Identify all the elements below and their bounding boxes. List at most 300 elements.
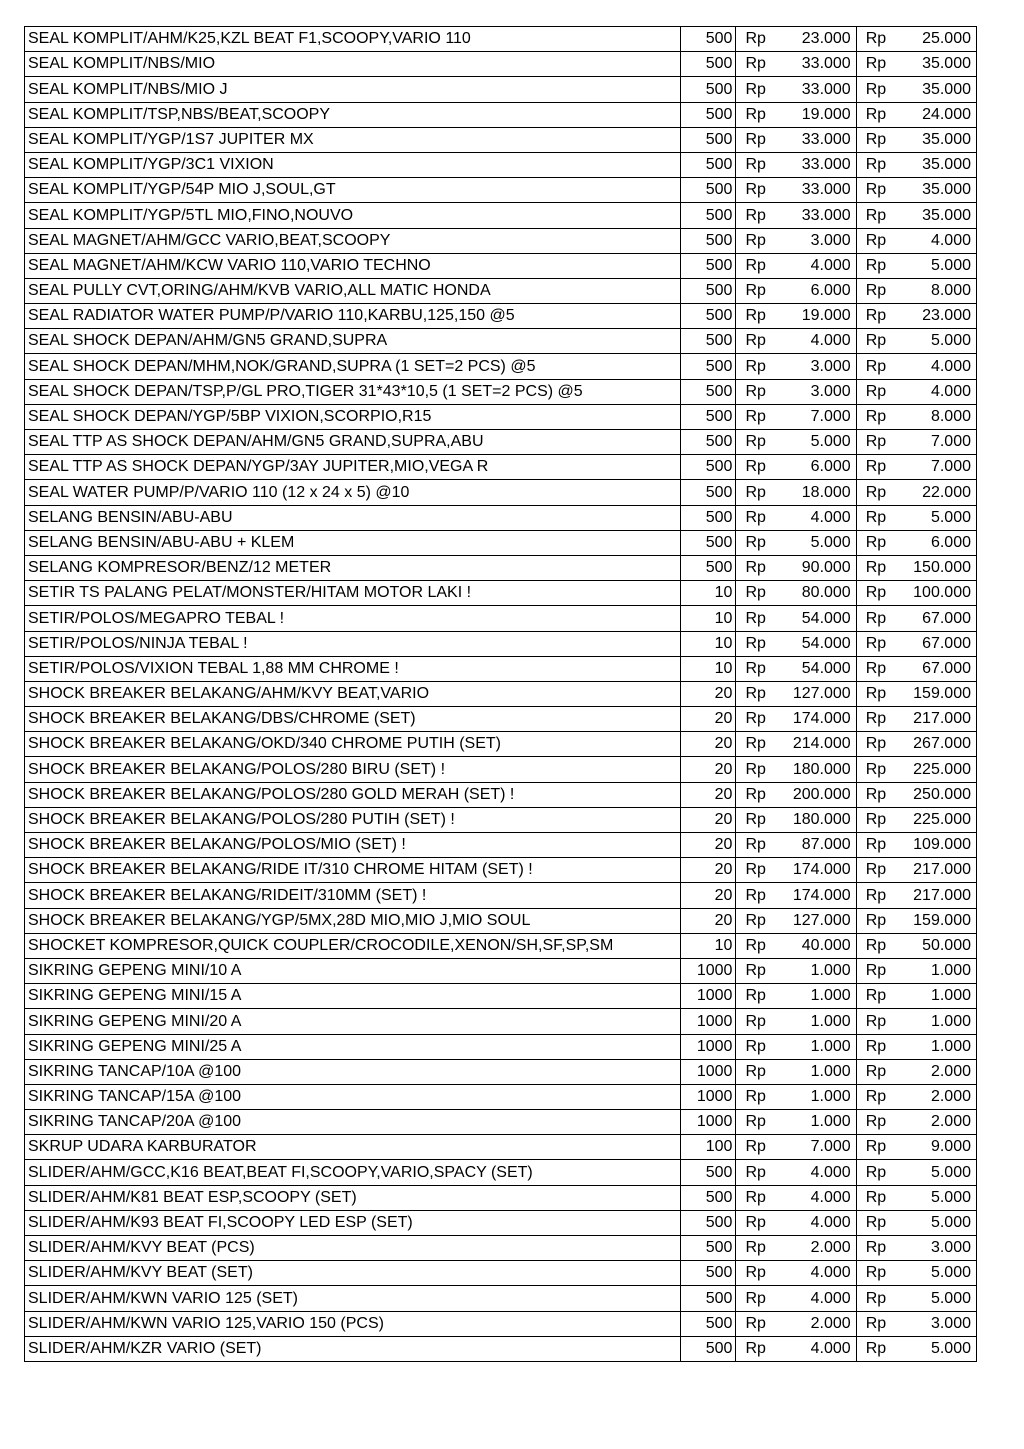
item-qty-cell: 500: [680, 530, 736, 555]
buy-price-value: 54.000: [801, 659, 851, 677]
item-sell-price-cell: [856, 707, 976, 732]
item-name-cell: SHOCK BREAKER BELAKANG/AHM/KVY BEAT,VARIO: [25, 681, 681, 706]
item-qty-cell: 20: [680, 707, 736, 732]
item-buy-price-cell: [736, 304, 856, 329]
item-name-cell: SEAL RADIATOR WATER PUMP/P/VARIO 110,KARBU,125,150 @5: [25, 304, 681, 329]
buy-price-value: 214.000: [792, 735, 851, 753]
item-name-cell: SLIDER/AHM/K93 BEAT FI,SCOOPY LED ESP (SET): [25, 1210, 681, 1235]
item-qty-cell: 500: [680, 1311, 736, 1336]
sell-price-value: 1.000: [930, 1012, 971, 1030]
item-qty-cell: 500: [680, 203, 736, 228]
buy-currency-label: Rp: [745, 1163, 766, 1181]
table-row: [25, 707, 977, 732]
sell-currency-label: Rp: [865, 231, 887, 249]
item-qty-cell: 500: [680, 1261, 736, 1286]
item-sell-price-cell: [856, 1135, 976, 1160]
buy-currency-label: Rp: [745, 785, 766, 803]
table-row: [25, 1236, 977, 1261]
sell-currency-label: Rp: [865, 483, 887, 501]
buy-price-value: 180.000: [792, 760, 851, 778]
sell-currency-label: Rp: [865, 1113, 887, 1131]
item-name-cell: SEAL KOMPLIT/NBS/MIO: [25, 52, 681, 77]
item-buy-price-cell: [736, 908, 856, 933]
item-qty-cell: 500: [680, 152, 736, 177]
item-sell-price-cell: [856, 1261, 976, 1286]
buy-price-value: 174.000: [792, 886, 851, 904]
buy-price-value: 33.000: [801, 130, 851, 148]
item-buy-price-cell: [736, 606, 856, 631]
sell-currency-label: Rp: [865, 936, 887, 954]
table-row: [25, 1185, 977, 1210]
sell-price-value: 217.000: [913, 861, 971, 879]
table-row: [25, 1261, 977, 1286]
sell-price-value: 35.000: [922, 55, 971, 73]
buy-price-value: 174.000: [792, 710, 851, 728]
sell-currency-label: Rp: [865, 181, 887, 199]
item-name-cell: SLIDER/AHM/KVY BEAT (SET): [25, 1261, 681, 1286]
item-sell-price-cell: [856, 958, 976, 983]
buy-price-value: 33.000: [801, 206, 851, 224]
item-qty-cell: 500: [680, 278, 736, 303]
item-name-cell: SEAL SHOCK DEPAN/YGP/5BP VIXION,SCORPIO,R15: [25, 404, 681, 429]
buy-price-value: 33.000: [801, 80, 851, 98]
sell-price-value: 4.000: [930, 231, 971, 249]
item-buy-price-cell: [736, 52, 856, 77]
item-buy-price-cell: [736, 782, 856, 807]
buy-price-value: 33.000: [801, 181, 851, 199]
item-name-cell: SKRUP UDARA KARBURATOR: [25, 1135, 681, 1160]
sell-price-value: 8.000: [930, 408, 971, 425]
buy-currency-label: Rp: [745, 1289, 766, 1307]
sell-price-value: 67.000: [922, 659, 971, 677]
sell-price-value: 250.000: [913, 785, 971, 803]
sell-currency-label: Rp: [865, 332, 887, 350]
sell-currency-label: Rp: [865, 836, 887, 854]
table-row: [25, 304, 977, 329]
buy-price-value: 4.000: [810, 1264, 851, 1282]
sell-price-value: 4.000: [930, 357, 971, 375]
table-row: [25, 127, 977, 152]
item-sell-price-cell: [856, 1210, 976, 1235]
sell-currency-label: Rp: [865, 811, 887, 828]
table-row: [25, 1059, 977, 1084]
item-name-cell: SEAL MAGNET/AHM/KCW VARIO 110,VARIO TECHNO: [25, 253, 681, 278]
table-row: [25, 253, 977, 278]
item-sell-price-cell: [856, 1185, 976, 1210]
item-sell-price-cell: [856, 27, 976, 52]
table-row: [25, 1210, 977, 1235]
item-qty-cell: 500: [680, 304, 736, 329]
item-qty-cell: 500: [680, 102, 736, 127]
buy-currency-label: Rp: [745, 357, 766, 375]
sell-price-value: 3.000: [930, 1314, 971, 1332]
item-buy-price-cell: [736, 379, 856, 404]
sell-price-value: 5.000: [930, 1163, 971, 1181]
item-sell-price-cell: [856, 782, 976, 807]
item-qty-cell: 500: [680, 480, 736, 505]
item-buy-price-cell: [736, 1059, 856, 1084]
table-row: [25, 379, 977, 404]
buy-price-value: 33.000: [801, 156, 851, 174]
buy-price-value: 1.000: [810, 1113, 851, 1131]
buy-currency-label: Rp: [745, 760, 766, 778]
item-sell-price-cell: [856, 858, 976, 883]
table-row: [25, 228, 977, 253]
item-buy-price-cell: [736, 480, 856, 505]
buy-currency-label: Rp: [745, 1037, 766, 1055]
item-buy-price-cell: [736, 707, 856, 732]
sell-price-value: 2.000: [930, 1062, 971, 1080]
item-name-cell: SHOCK BREAKER BELAKANG/POLOS/MIO (SET) !: [25, 833, 681, 858]
buy-currency-label: Rp: [745, 659, 766, 677]
buy-price-value: 23.000: [801, 30, 851, 48]
buy-price-value: 5.000: [810, 533, 851, 551]
sell-currency-label: Rp: [865, 1314, 887, 1332]
sell-currency-label: Rp: [865, 80, 887, 98]
table-row: [25, 178, 977, 203]
item-buy-price-cell: [736, 430, 856, 455]
item-name-cell: SHOCK BREAKER BELAKANG/RIDE IT/310 CHROME HITAM (SET) !: [25, 858, 681, 883]
sell-price-value: 1.000: [930, 1037, 971, 1055]
sell-currency-label: Rp: [865, 1138, 887, 1156]
buy-currency-label: Rp: [745, 1214, 766, 1231]
item-buy-price-cell: [736, 1336, 856, 1361]
buy-price-value: 2.000: [810, 1314, 851, 1332]
buy-currency-label: Rp: [745, 382, 766, 400]
table-row: [25, 581, 977, 606]
buy-price-value: 80.000: [801, 584, 851, 602]
sell-currency-label: Rp: [865, 105, 887, 123]
buy-currency-label: Rp: [745, 609, 766, 627]
buy-price-value: 90.000: [801, 559, 851, 577]
sell-currency-label: Rp: [865, 130, 887, 148]
buy-price-value: 3.000: [810, 382, 851, 400]
sell-currency-label: Rp: [865, 1037, 887, 1055]
item-sell-price-cell: [856, 379, 976, 404]
item-qty-cell: 500: [680, 127, 736, 152]
buy-price-value: 4.000: [810, 332, 851, 350]
item-buy-price-cell: [736, 127, 856, 152]
buy-price-value: 4.000: [810, 1163, 851, 1181]
item-name-cell: SLIDER/AHM/KZR VARIO (SET): [25, 1336, 681, 1361]
item-name-cell: SIKRING GEPENG MINI/15 A: [25, 984, 681, 1009]
table-row: [25, 958, 977, 983]
buy-price-value: 1.000: [810, 1088, 851, 1106]
item-sell-price-cell: [856, 1336, 976, 1361]
item-qty-cell: 1000: [680, 1009, 736, 1034]
table-row: [25, 1160, 977, 1185]
buy-currency-label: Rp: [745, 458, 766, 476]
buy-currency-label: Rp: [745, 1113, 766, 1131]
table-row: [25, 329, 977, 354]
sell-price-value: 23.000: [922, 307, 971, 325]
sell-currency-label: Rp: [865, 1264, 887, 1282]
item-name-cell: SELANG BENSIN/ABU-ABU + KLEM: [25, 530, 681, 555]
item-buy-price-cell: [736, 27, 856, 52]
item-buy-price-cell: [736, 1084, 856, 1109]
item-sell-price-cell: [856, 732, 976, 757]
sell-price-value: 2.000: [930, 1113, 971, 1131]
table-row: [25, 27, 977, 52]
sell-currency-label: Rp: [865, 886, 887, 904]
buy-price-value: 19.000: [801, 307, 851, 325]
sell-currency-label: Rp: [865, 735, 887, 753]
table-row: [25, 505, 977, 530]
item-buy-price-cell: [736, 354, 856, 379]
item-buy-price-cell: [736, 555, 856, 580]
buy-currency-label: Rp: [745, 936, 766, 954]
item-buy-price-cell: [736, 203, 856, 228]
table-row: [25, 933, 977, 958]
buy-currency-label: Rp: [745, 962, 766, 980]
price-list-sheet: [24, 26, 977, 1362]
buy-currency-label: Rp: [745, 1062, 766, 1080]
sell-price-value: 5.000: [930, 1289, 971, 1307]
item-qty-cell: 500: [680, 228, 736, 253]
item-sell-price-cell: [856, 984, 976, 1009]
item-qty-cell: 500: [680, 1236, 736, 1261]
item-buy-price-cell: [736, 253, 856, 278]
sell-price-value: 24.000: [922, 105, 971, 123]
table-row: [25, 833, 977, 858]
item-name-cell: SEAL KOMPLIT/AHM/K25,KZL BEAT F1,SCOOPY,VARIO 110: [25, 27, 681, 52]
sell-currency-label: Rp: [865, 1339, 887, 1357]
item-qty-cell: 10: [680, 631, 736, 656]
item-sell-price-cell: [856, 1034, 976, 1059]
item-name-cell: SLIDER/AHM/KWN VARIO 125,VARIO 150 (PCS): [25, 1311, 681, 1336]
item-sell-price-cell: [856, 631, 976, 656]
buy-currency-label: Rp: [745, 1012, 766, 1030]
sell-price-value: 109.000: [913, 836, 971, 854]
sell-currency-label: Rp: [865, 1088, 887, 1106]
item-buy-price-cell: [736, 833, 856, 858]
buy-currency-label: Rp: [745, 634, 766, 652]
buy-currency-label: Rp: [745, 231, 766, 249]
buy-price-value: 2.000: [810, 1239, 851, 1257]
item-name-cell: SEAL MAGNET/AHM/GCC VARIO,BEAT,SCOOPY: [25, 228, 681, 253]
item-name-cell: SHOCK BREAKER BELAKANG/OKD/340 CHROME PUTIH (SET): [25, 732, 681, 757]
item-qty-cell: 10: [680, 656, 736, 681]
item-name-cell: SIKRING TANCAP/15A @100: [25, 1084, 681, 1109]
sell-currency-label: Rp: [865, 30, 887, 48]
sell-currency-label: Rp: [865, 282, 887, 300]
table-row: [25, 606, 977, 631]
item-buy-price-cell: [736, 1286, 856, 1311]
item-qty-cell: 20: [680, 732, 736, 757]
item-sell-price-cell: [856, 152, 976, 177]
item-buy-price-cell: [736, 1185, 856, 1210]
sell-currency-label: Rp: [865, 987, 887, 1005]
item-sell-price-cell: [856, 656, 976, 681]
sell-price-value: 7.000: [930, 433, 971, 451]
price-table: [24, 26, 977, 1362]
item-buy-price-cell: [736, 1034, 856, 1059]
price-table-body: [25, 27, 977, 1362]
sell-price-value: 267.000: [913, 735, 971, 753]
buy-currency-label: Rp: [745, 282, 766, 300]
sell-currency-label: Rp: [865, 584, 887, 602]
sell-currency-label: Rp: [865, 408, 887, 425]
item-sell-price-cell: [856, 1160, 976, 1185]
item-qty-cell: 500: [680, 27, 736, 52]
table-row: [25, 1286, 977, 1311]
sell-price-value: 225.000: [913, 811, 971, 828]
item-qty-cell: 500: [680, 329, 736, 354]
item-sell-price-cell: [856, 1236, 976, 1261]
buy-currency-label: Rp: [745, 911, 766, 929]
sell-currency-label: Rp: [865, 357, 887, 375]
item-qty-cell: 1000: [680, 1034, 736, 1059]
item-qty-cell: 1000: [680, 1084, 736, 1109]
item-sell-price-cell: [856, 278, 976, 303]
buy-price-value: 7.000: [810, 408, 851, 425]
buy-price-value: 4.000: [810, 508, 851, 526]
buy-currency-label: Rp: [745, 105, 766, 123]
item-sell-price-cell: [856, 253, 976, 278]
buy-currency-label: Rp: [745, 1339, 766, 1357]
buy-price-value: 127.000: [792, 685, 851, 703]
sell-currency-label: Rp: [865, 1012, 887, 1030]
item-buy-price-cell: [736, 656, 856, 681]
table-row: [25, 530, 977, 555]
item-qty-cell: 20: [680, 883, 736, 908]
item-sell-price-cell: [856, 77, 976, 102]
sell-currency-label: Rp: [865, 634, 887, 652]
item-sell-price-cell: [856, 1084, 976, 1109]
item-buy-price-cell: [736, 1110, 856, 1135]
item-buy-price-cell: [736, 681, 856, 706]
buy-price-value: 54.000: [801, 634, 851, 652]
sell-price-value: 35.000: [922, 130, 971, 148]
item-sell-price-cell: [856, 1009, 976, 1034]
item-sell-price-cell: [856, 883, 976, 908]
item-qty-cell: 10: [680, 581, 736, 606]
sell-price-value: 22.000: [922, 483, 971, 501]
sell-currency-label: Rp: [865, 609, 887, 627]
item-sell-price-cell: [856, 455, 976, 480]
buy-currency-label: Rp: [745, 332, 766, 350]
item-sell-price-cell: [856, 203, 976, 228]
item-name-cell: SHOCK BREAKER BELAKANG/POLOS/280 GOLD MERAH (SET) !: [25, 782, 681, 807]
table-row: [25, 152, 977, 177]
sell-currency-label: Rp: [865, 1239, 887, 1257]
item-qty-cell: 500: [680, 379, 736, 404]
sell-price-value: 50.000: [922, 936, 971, 954]
buy-currency-label: Rp: [745, 533, 766, 551]
sell-currency-label: Rp: [865, 206, 887, 224]
item-sell-price-cell: [856, 102, 976, 127]
sell-price-value: 159.000: [913, 685, 971, 703]
table-row: [25, 102, 977, 127]
buy-price-value: 127.000: [792, 911, 851, 929]
buy-currency-label: Rp: [745, 1088, 766, 1106]
sell-currency-label: Rp: [865, 382, 887, 400]
item-name-cell: SLIDER/AHM/GCC,K16 BEAT,BEAT FI,SCOOPY,VARIO,SPACY (SET): [25, 1160, 681, 1185]
item-name-cell: SHOCK BREAKER BELAKANG/YGP/5MX,28D MIO,MIO J,MIO SOUL: [25, 908, 681, 933]
buy-price-value: 87.000: [801, 836, 851, 854]
item-sell-price-cell: [856, 807, 976, 832]
buy-price-value: 19.000: [801, 105, 851, 123]
item-sell-price-cell: [856, 505, 976, 530]
buy-currency-label: Rp: [745, 55, 766, 73]
table-row: [25, 807, 977, 832]
item-buy-price-cell: [736, 329, 856, 354]
sell-currency-label: Rp: [865, 156, 887, 174]
item-sell-price-cell: [856, 833, 976, 858]
item-name-cell: SIKRING TANCAP/20A @100: [25, 1110, 681, 1135]
buy-currency-label: Rp: [745, 483, 766, 501]
table-row: [25, 1084, 977, 1109]
buy-currency-label: Rp: [745, 1314, 766, 1332]
sell-price-value: 35.000: [922, 156, 971, 174]
sell-price-value: 5.000: [930, 508, 971, 526]
buy-price-value: 200.000: [792, 785, 851, 803]
item-sell-price-cell: [856, 480, 976, 505]
item-name-cell: SLIDER/AHM/KVY BEAT (PCS): [25, 1236, 681, 1261]
sell-price-value: 225.000: [913, 760, 971, 778]
sell-currency-label: Rp: [865, 685, 887, 703]
item-sell-price-cell: [856, 329, 976, 354]
item-buy-price-cell: [736, 404, 856, 429]
sell-currency-label: Rp: [865, 55, 887, 73]
sell-price-value: 35.000: [922, 80, 971, 98]
item-qty-cell: 500: [680, 354, 736, 379]
sell-price-value: 100.000: [913, 584, 971, 602]
item-name-cell: SEAL KOMPLIT/YGP/5TL MIO,FINO,NOUVO: [25, 203, 681, 228]
item-name-cell: SEAL KOMPLIT/YGP/1S7 JUPITER MX: [25, 127, 681, 152]
item-sell-price-cell: [856, 304, 976, 329]
item-qty-cell: 500: [680, 1185, 736, 1210]
item-buy-price-cell: [736, 102, 856, 127]
sell-price-value: 5.000: [930, 1214, 971, 1231]
table-row: [25, 1009, 977, 1034]
buy-currency-label: Rp: [745, 307, 766, 325]
item-qty-cell: 500: [680, 1210, 736, 1235]
sell-currency-label: Rp: [865, 962, 887, 980]
item-qty-cell: 500: [680, 505, 736, 530]
sell-price-value: 25.000: [922, 30, 971, 48]
item-qty-cell: 20: [680, 858, 736, 883]
table-row: [25, 757, 977, 782]
item-sell-price-cell: [856, 530, 976, 555]
buy-currency-label: Rp: [745, 80, 766, 98]
buy-price-value: 18.000: [801, 483, 851, 501]
buy-currency-label: Rp: [745, 1188, 766, 1206]
buy-price-value: 4.000: [810, 1289, 851, 1307]
item-sell-price-cell: [856, 908, 976, 933]
item-qty-cell: 1000: [680, 1059, 736, 1084]
item-buy-price-cell: [736, 933, 856, 958]
buy-currency-label: Rp: [745, 206, 766, 224]
buy-price-value: 4.000: [810, 1188, 851, 1206]
table-row: [25, 656, 977, 681]
sell-currency-label: Rp: [865, 911, 887, 929]
buy-price-value: 6.000: [810, 282, 851, 300]
item-name-cell: SHOCK BREAKER BELAKANG/RIDEIT/310MM (SET) !: [25, 883, 681, 908]
table-row: [25, 430, 977, 455]
item-buy-price-cell: [736, 505, 856, 530]
sell-currency-label: Rp: [865, 710, 887, 728]
buy-price-value: 174.000: [792, 861, 851, 879]
buy-currency-label: Rp: [745, 30, 766, 48]
item-name-cell: SEAL SHOCK DEPAN/MHM,NOK/GRAND,SUPRA (1 SET=2 PCS) @5: [25, 354, 681, 379]
sell-currency-label: Rp: [865, 508, 887, 526]
sell-currency-label: Rp: [865, 785, 887, 803]
item-sell-price-cell: [856, 430, 976, 455]
item-name-cell: SEAL SHOCK DEPAN/TSP,P/GL PRO,TIGER 31*43*10,5 (1 SET=2 PCS) @5: [25, 379, 681, 404]
sell-price-value: 35.000: [922, 181, 971, 199]
table-row: [25, 681, 977, 706]
